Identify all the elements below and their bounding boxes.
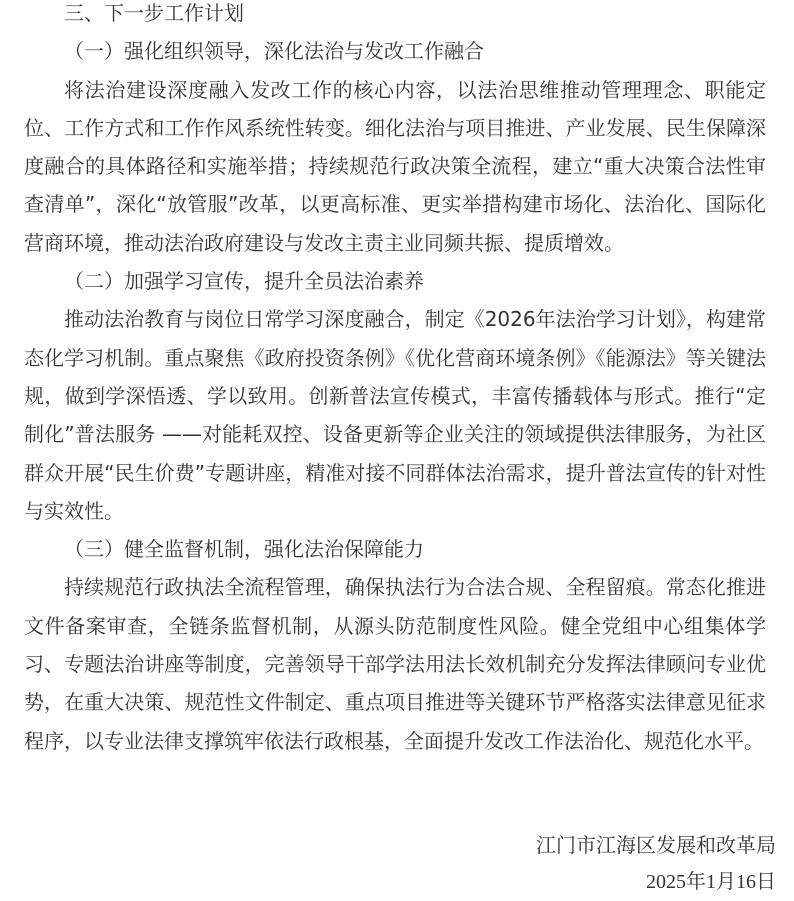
item-2-heading: （二）加强学习宣传，提升全员法治素养 <box>64 269 424 294</box>
item-3-heading: （三）健全监督机制，强化法治保障能力 <box>64 537 424 562</box>
item-1-heading: （一）强化组织领导，深化法治与发改工作融合 <box>64 39 484 64</box>
item-1-body: 将法治建设深度融入发改工作的核心内容，以法治思维推动管理理念、职能定位、工作方式和工作作风系统性转变。细化法治与项目推进、产业发展、民生保障深度融合的具体路径和实施举措；持续规范行政决策全流程，建立“重大决策合法性审查清单”，深化“放管服”改革，以更高标准、更实举措构建市场化、法治化、国际化营商环境，推动法治政府建设与发改主责主业同频共振、提质增效。 <box>24 77 766 255</box>
item-2-body: 推动法治教育与岗位日常学习深度融合，制定《2026年法治学习计划》，构建常态化学习机制。重点聚焦《政府投资条例》《优化营商环境条例》《能源法》等关键法规，做到学深悟透、学以致用。创新普法宣传模式，丰富传播载体与形式。推行“定制化”普法服务 ——对能耗双控、设备更新等企业关注的领域提供法律服务，为社区群众开展“民生价费”专题讲座，精准对接不同群体法治需求，提升普法宣传的针对性与实效性。 <box>24 307 766 523</box>
item-3-body: 持续规范行政执法全流程管理，确保执法行为合法合规、全程留痕。常态化推进文件备案审查，全链条监督机制，从源头防范制度性风险。健全党组中心组集体学习、专题法治讲座等制度，完善领导干部学法用法长效机制充分发挥法律顾问专业优势，在重大决策、规范性文件制定、重点项目推进等关键环节严格落实法律意见征求程序，以专业法律支撑筑牢依法行政根基，全面提升发改工作法治化、规范化水平。 <box>24 575 766 753</box>
document-body <box>24 0 766 760</box>
section-title: 三、下一步工作计划 <box>64 1 244 25</box>
signature-organization: 江门市江海区发展和改革局 <box>536 833 776 857</box>
signature-date: 2025年1月16日 <box>646 871 776 893</box>
